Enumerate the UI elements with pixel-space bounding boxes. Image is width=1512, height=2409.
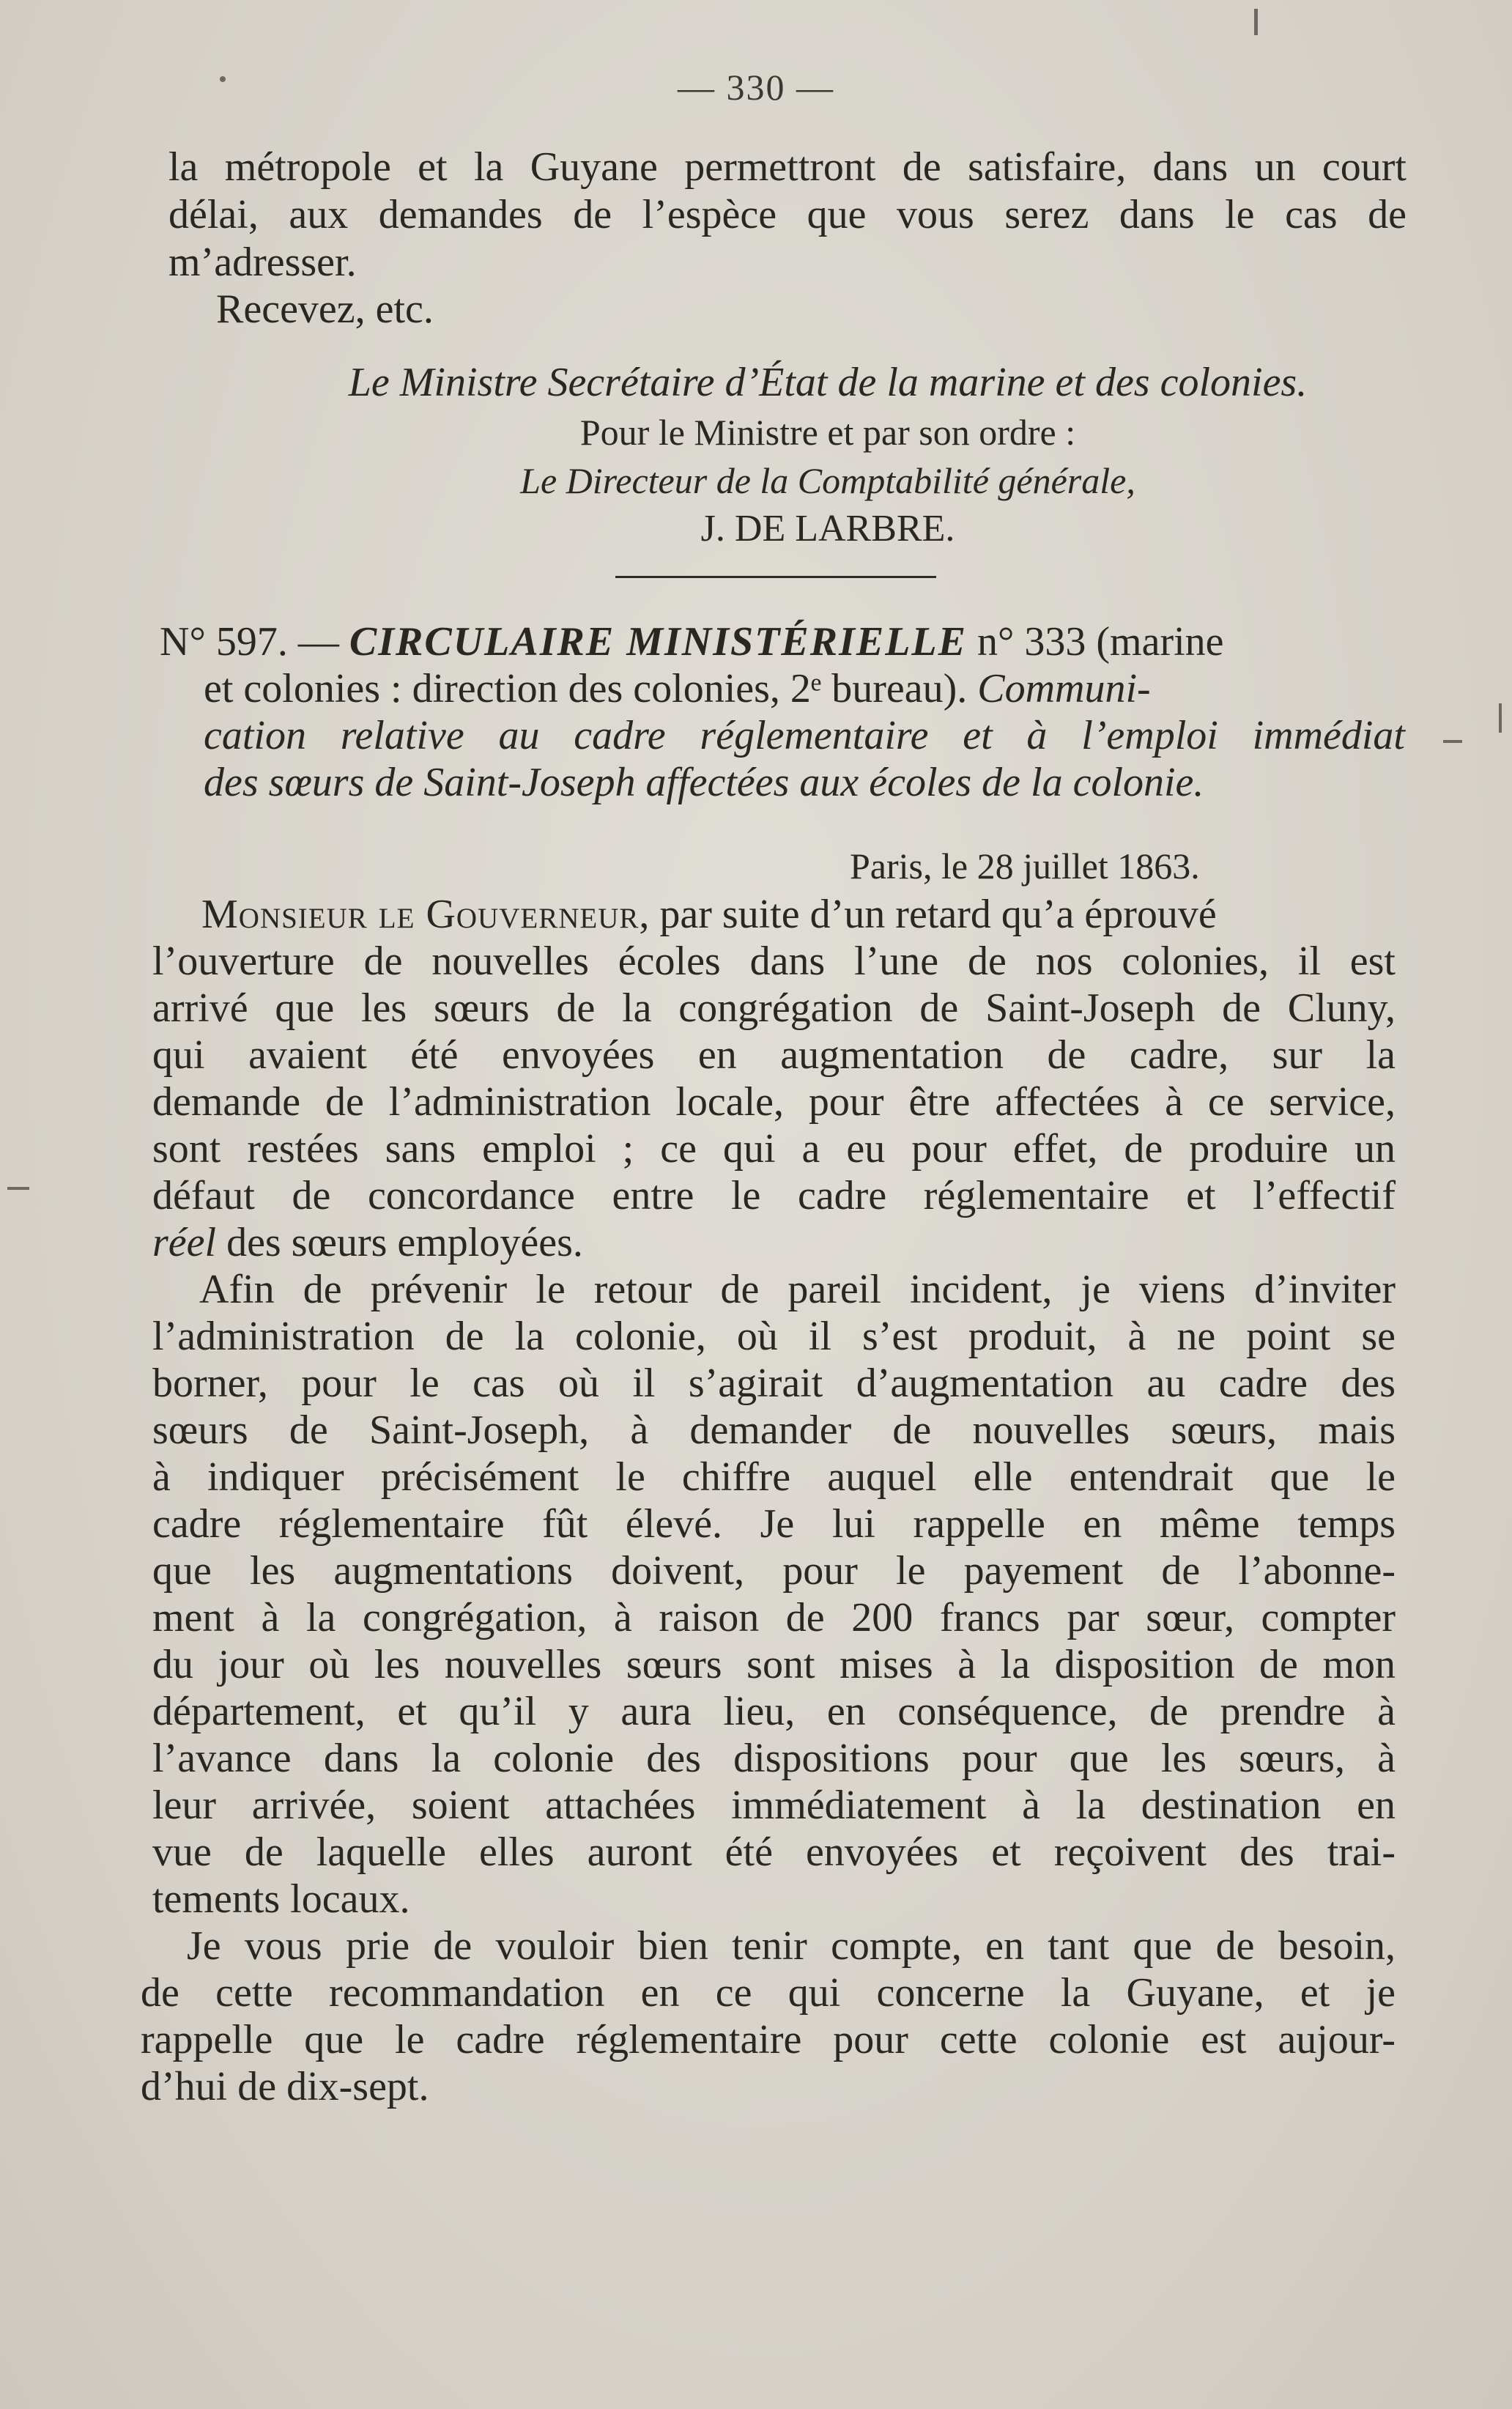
text-line: rappelle que le cadre réglementaire pour cette colonie est aujour- (141, 2017, 1396, 2062)
signature-for-minister: Pour le Ministre et par son ordre : (579, 412, 1076, 453)
text-line: d’hui de dix-sept. (141, 2064, 429, 2109)
text-line: la métropole et la Guyane permettront de satisfaire, dans un court (168, 144, 1407, 190)
signature-director: Le Directeur de la Comptabilité générale, (520, 460, 1135, 501)
letter-date: Paris, le 28 juillet 1863. (850, 845, 1200, 887)
entry-heading-line (160, 618, 1405, 665)
entry-subject: des sœurs de Saint-Joseph affectées aux écoles de la colonie. (204, 760, 1204, 805)
emphasis-reel: réel (152, 1220, 217, 1265)
text-line: demande de l’administration locale, pour être affectées à ce service, (152, 1079, 1396, 1125)
text-line: du jour où les nouvelles sœurs sont mises à la disposition de mon (152, 1642, 1396, 1687)
entry-number: N° 597. — (160, 619, 339, 665)
text-line: réel des sœurs employées. (152, 1220, 583, 1265)
text-line: Je vous prie de vouloir bien tenir compte, en tant que de besoin, (187, 1923, 1396, 1969)
scan-mark (1443, 740, 1462, 743)
text-line: vue de laquelle elles auront été envoyées et reçoivent des trai- (152, 1829, 1396, 1875)
text-line: leur arrivée, soient attachées immédiatement à la destination en (152, 1783, 1396, 1828)
text-line: Monsieur le Gouverneur, par suite d’un retard qu’a éprouvé (201, 892, 1217, 937)
entry-title: CIRCULAIRE MINISTÉRIELLE (349, 619, 967, 665)
entry-reference: n° 333 (marine (976, 619, 1224, 665)
entry-heading-line (204, 665, 1405, 712)
text-line: à indiquer précisément le chiffre auquel elle entendrait que le (152, 1454, 1396, 1500)
entry-subject-start: Communi- (977, 666, 1151, 711)
text-line: l’avance dans la colonie des dispositions pour que les sœurs, à (152, 1736, 1396, 1781)
signature-name: J. DE LARBRE. (700, 508, 955, 549)
text-line: défaut de concordance entre le cadre réglementaire et l’effectif (152, 1173, 1396, 1218)
entry-subject: cation relative au cadre réglementaire et à l’emploi immédiat (204, 713, 1405, 758)
entry-direction: et colonies : direction des colonies, 2ᵉ bureau). (204, 666, 968, 711)
scan-mark (7, 1187, 29, 1190)
text-line: sont restées sans emploi ; ce qui a eu pour effet, de produire un (152, 1126, 1396, 1172)
text-line: que les augmentations doivent, pour le payement de l’abonne- (152, 1548, 1396, 1594)
text-line: tements locaux. (152, 1876, 410, 1922)
text-line: sœurs de Saint-Joseph, à demander de nouvelles sœurs, mais (152, 1407, 1396, 1453)
text-line: ment à la congrégation, à raison de 200 francs par sœur, compter (152, 1595, 1396, 1640)
text-line: m’adresser. (168, 240, 357, 285)
closing-formula: Recevez, etc. (216, 286, 434, 332)
text-line: l’administration de la colonie, où il s’est produit, à ne point se (152, 1314, 1396, 1359)
section-divider (615, 576, 936, 578)
text-line: Afin de prévenir le retour de pareil incident, je viens d’inviter (199, 1267, 1396, 1312)
text-line: qui avaient été envoyées en augmentation de cadre, sur la (152, 1032, 1396, 1078)
text-line: arrivé que les sœurs de la congrégation de Saint-Joseph de Cluny, (152, 985, 1396, 1031)
salutation: Monsieur le Gouverneur (201, 892, 640, 937)
scan-mark (1499, 703, 1502, 733)
text-line: département, et qu’il y aura lieu, en conséquence, de prendre à (152, 1689, 1396, 1734)
text-line: borner, pour le cas où il s’agirait d’augmentation au cadre des (152, 1361, 1396, 1406)
scan-mark (220, 76, 226, 82)
text-line: cadre réglementaire fût élevé. Je lui rappelle en même temps (152, 1501, 1396, 1547)
text-line: délai, aux demandes de l’espèce que vous serez dans le cas de (168, 192, 1407, 237)
text-line: l’ouverture de nouvelles écoles dans l’une de nos colonies, il est (152, 939, 1396, 984)
text-line: de cette recommandation en ce qui concerne la Guyane, et je (141, 1970, 1396, 2016)
signature-minister: Le Ministre Secrétaire d’État de la marine et des colonies. (348, 360, 1308, 405)
scan-mark (1254, 9, 1258, 35)
page-number: — 330 — (678, 67, 834, 108)
